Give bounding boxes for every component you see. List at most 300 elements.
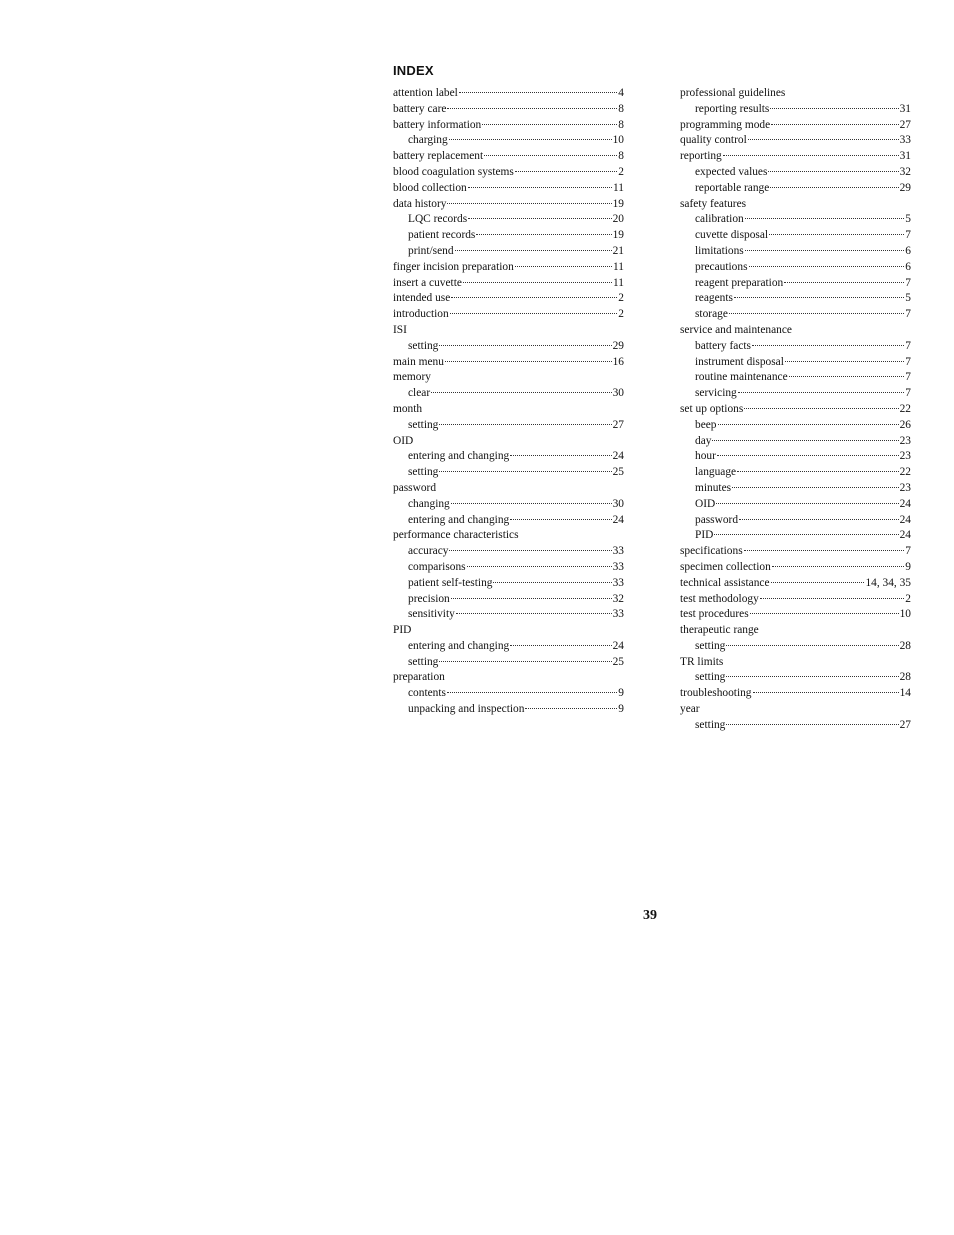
index-page-ref: 2: [905, 592, 911, 605]
dot-leader: [456, 613, 612, 614]
index-term: routine maintenance: [695, 371, 788, 384]
index-subentry: [680, 370, 911, 386]
index-entry: [393, 118, 624, 134]
index-term: contents: [408, 687, 446, 700]
index-term: setting: [408, 466, 439, 479]
index-term: battery facts: [695, 339, 751, 352]
dot-leader: [723, 155, 899, 156]
index-title: INDEX: [393, 63, 434, 78]
index-term: calibration: [695, 213, 744, 226]
index-subentry: [393, 449, 624, 465]
dot-leader: [451, 598, 612, 599]
index-term: PID: [695, 529, 714, 542]
index-subentry: [393, 592, 624, 608]
index-term: finger incision preparation: [393, 260, 514, 273]
dot-leader: [737, 471, 898, 472]
index-subentry: [393, 418, 624, 434]
index-subentry: [680, 449, 911, 465]
dot-leader: [771, 582, 865, 583]
dot-leader: [785, 361, 904, 362]
index-term: ISI: [393, 323, 407, 336]
index-entry: [393, 291, 624, 307]
index-page-ref: 9: [905, 560, 911, 573]
index-term: day: [695, 434, 712, 447]
index-entry: [393, 307, 624, 323]
index-term: patient records: [408, 229, 476, 242]
index-page-ref: 14, 34, 35: [865, 576, 911, 589]
dot-leader: [439, 471, 611, 472]
index-term: entering and changing: [408, 639, 510, 652]
index-term: expected values: [695, 165, 768, 178]
index-page-ref: 33: [899, 134, 911, 147]
index-term: setting: [695, 639, 726, 652]
index-page-ref: 11: [613, 260, 624, 273]
dot-leader: [712, 440, 898, 441]
index-page-ref: 4: [618, 87, 624, 99]
dot-leader: [447, 203, 611, 204]
index-page-ref: 7: [905, 229, 911, 242]
index-term: limitations: [695, 244, 744, 257]
index-term: reporting results: [695, 102, 770, 115]
index-entry: [393, 165, 624, 181]
dot-leader: [769, 234, 904, 235]
index-subentry: [680, 339, 911, 355]
index-entry: [393, 276, 624, 292]
index-subentry: [680, 307, 911, 323]
index-subentry: [680, 718, 911, 734]
dot-leader: [726, 724, 898, 725]
index-page-ref: 7: [905, 387, 911, 400]
index-term: month: [393, 402, 423, 415]
index-entry: [680, 118, 911, 134]
dot-leader: [515, 266, 612, 267]
index-subentry: [680, 465, 911, 481]
index-term: changing: [408, 497, 450, 510]
index-entry: [680, 655, 911, 671]
index-page-ref: 24: [899, 529, 911, 542]
index-entry: [680, 592, 911, 608]
dot-leader: [734, 297, 904, 298]
index-term: battery care: [393, 102, 447, 115]
index-term: charging: [408, 134, 448, 147]
index-page-ref: 23: [899, 434, 911, 447]
index-subentry: [680, 497, 911, 513]
index-page-ref: 19: [612, 197, 624, 210]
index-subentry: [680, 102, 911, 118]
dot-leader: [431, 392, 611, 393]
index-subentry: [680, 165, 911, 181]
index-term: performance characteristics: [393, 529, 519, 542]
dot-leader: [510, 519, 611, 520]
index-entry: [393, 528, 624, 544]
index-term: set up options: [680, 402, 744, 415]
index-term: reagent preparation: [695, 276, 784, 289]
index-term: beep: [695, 418, 717, 431]
index-term: blood coagulation systems: [393, 165, 514, 178]
index-subentry: [680, 355, 911, 371]
index-entry: [680, 197, 911, 213]
index-entry: [680, 86, 911, 102]
dot-leader: [476, 234, 611, 235]
dot-leader: [493, 582, 611, 583]
index-page-ref: 24: [612, 639, 624, 652]
index-term: setting: [408, 655, 439, 668]
dot-leader: [451, 503, 612, 504]
index-subentry: [680, 513, 911, 529]
index-page-ref: 9: [618, 687, 624, 700]
index-entry: [680, 133, 911, 149]
index-page-ref: 7: [905, 308, 911, 321]
index-page-ref: 11: [613, 276, 624, 289]
index-entry: [393, 402, 624, 418]
page-number: 39: [643, 908, 657, 923]
index-entry: [393, 149, 624, 165]
dot-leader: [716, 503, 898, 504]
index-term: password: [393, 481, 437, 494]
index-term: comparisons: [408, 560, 466, 573]
index-term: LQC records: [408, 213, 468, 226]
dot-leader: [714, 534, 898, 535]
dot-leader: [515, 171, 617, 172]
index-subentry: [680, 386, 911, 402]
dot-leader: [745, 218, 905, 219]
index-entry: [393, 197, 624, 213]
index-subentry: [680, 481, 911, 497]
dot-leader: [482, 124, 617, 125]
index-page-ref: 31: [899, 102, 911, 115]
dot-leader: [768, 171, 898, 172]
index-page-ref: 2: [618, 292, 624, 305]
index-term: storage: [695, 308, 728, 321]
index-subentry: [393, 655, 624, 671]
index-page-ref: 27: [899, 718, 911, 731]
dot-leader: [449, 550, 611, 551]
dot-leader: [760, 598, 905, 599]
dot-leader: [467, 566, 612, 567]
index-term: setting: [408, 418, 439, 431]
index-entry: [680, 402, 911, 418]
dot-leader: [784, 282, 904, 283]
index-page-ref: 25: [612, 466, 624, 479]
index-entry: [680, 323, 911, 339]
index-entry: [393, 370, 624, 386]
index-term: reporting: [680, 150, 722, 163]
dot-leader: [449, 139, 612, 140]
index-entry: [393, 323, 624, 339]
dot-leader: [451, 297, 617, 298]
index-page-ref: 28: [899, 639, 911, 652]
index-term: patient self-testing: [408, 576, 493, 589]
index-page-ref: 25: [612, 655, 624, 668]
index-term: entering and changing: [408, 450, 510, 463]
index-subentry: [680, 434, 911, 450]
index-term: precautions: [695, 260, 748, 273]
index-column-right: [680, 86, 911, 734]
index-term: password: [695, 513, 739, 526]
index-page-ref: 8: [618, 102, 624, 115]
index-term: servicing: [695, 387, 737, 400]
index-page-ref: 6: [905, 260, 911, 273]
index-entry: [393, 355, 624, 371]
index-term: entering and changing: [408, 513, 510, 526]
index-page-ref: 33: [612, 560, 624, 573]
index-page-ref: 29: [899, 181, 911, 194]
index-subentry: [393, 386, 624, 402]
index-term: therapeutic range: [680, 624, 759, 637]
index-entry: [680, 576, 911, 592]
index-term: setting: [695, 671, 726, 684]
dot-leader: [468, 218, 611, 219]
index-subentry: [393, 702, 624, 718]
index-term: service and maintenance: [680, 323, 792, 336]
index-term: battery replacement: [393, 150, 484, 163]
index-entry: [680, 607, 911, 623]
index-subentry: [680, 244, 911, 260]
index-subentry: [393, 607, 624, 623]
dot-leader: [450, 313, 618, 314]
index-page-ref: 7: [905, 339, 911, 352]
dot-leader: [726, 676, 898, 677]
index-term: safety features: [680, 197, 747, 210]
index-entry: [680, 149, 911, 165]
index-term: introduction: [393, 308, 449, 321]
dot-leader: [439, 345, 611, 346]
index-subentry: [680, 276, 911, 292]
index-term: blood collection: [393, 181, 467, 194]
index-subentry: [393, 465, 624, 481]
index-term: main menu: [393, 355, 444, 368]
index-entry: [393, 434, 624, 450]
dot-leader: [789, 376, 905, 377]
index-page-ref: 21: [612, 244, 624, 257]
index-page-ref: 30: [612, 497, 624, 510]
index-subentry: [393, 513, 624, 529]
index-page-ref: 24: [612, 450, 624, 463]
index-term: language: [695, 466, 737, 479]
index-subentry: [680, 291, 911, 307]
dot-leader: [468, 187, 612, 188]
index-subentry: [393, 576, 624, 592]
index-entry: [680, 623, 911, 639]
index-subentry: [393, 686, 624, 702]
index-page-ref: 28: [899, 671, 911, 684]
index-page-ref: 24: [612, 513, 624, 526]
index-page-ref: 11: [613, 181, 624, 194]
dot-leader: [455, 250, 612, 251]
index-page-ref: 7: [905, 276, 911, 289]
dot-leader: [525, 708, 617, 709]
index-term: quality control: [680, 134, 747, 147]
index-entry: [680, 560, 911, 576]
dot-leader: [447, 692, 617, 693]
index-term: instrument disposal: [695, 355, 784, 368]
index-page-ref: 31: [899, 150, 911, 163]
index-page-ref: 2: [618, 308, 624, 321]
index-page-ref: 6: [905, 244, 911, 257]
dot-leader: [744, 408, 898, 409]
index-subentry: [393, 544, 624, 560]
index-subentry: [393, 228, 624, 244]
dot-leader: [749, 266, 905, 267]
dot-leader: [770, 187, 898, 188]
index-term: setting: [408, 339, 439, 352]
index-page-ref: 2: [618, 165, 624, 178]
dot-leader: [717, 455, 899, 456]
index-subentry: [393, 339, 624, 355]
dot-leader: [439, 424, 611, 425]
index-page-ref: 32: [612, 592, 624, 605]
index-subentry: [393, 639, 624, 655]
index-page-ref: 24: [899, 513, 911, 526]
dot-leader: [738, 392, 905, 393]
index-term: data history: [393, 197, 447, 210]
index-term: PID: [393, 624, 412, 637]
index-entry: [393, 670, 624, 686]
index-page-ref: 22: [899, 466, 911, 479]
index-page-ref: 32: [899, 165, 911, 178]
index-page-ref: 5: [905, 292, 911, 305]
dot-leader: [772, 566, 905, 567]
index-subentry: [680, 639, 911, 655]
index-page-ref: 22: [899, 402, 911, 415]
index-page-ref: 20: [612, 213, 624, 226]
index-term: specifications: [680, 545, 743, 558]
index-term: preparation: [393, 671, 445, 684]
index-term: year: [680, 703, 700, 716]
index-page-ref: 14: [899, 687, 911, 700]
index-entry: [680, 686, 911, 702]
dot-leader: [726, 645, 898, 646]
index-column-left: [393, 86, 624, 718]
index-term: sensitivity: [408, 608, 455, 621]
dot-leader: [510, 455, 611, 456]
index-page-ref: 24: [899, 497, 911, 510]
index-page-ref: 33: [612, 576, 624, 589]
index-page-ref: 10: [899, 608, 911, 621]
index-entry: [680, 702, 911, 718]
dot-leader: [745, 250, 905, 251]
index-subentry: [393, 133, 624, 149]
index-term: professional guidelines: [680, 87, 786, 99]
dot-leader: [445, 361, 612, 362]
index-term: reportable range: [695, 181, 770, 194]
index-subentry: [680, 181, 911, 197]
dot-leader: [732, 487, 899, 488]
dot-leader: [770, 108, 898, 109]
dot-leader: [744, 550, 905, 551]
index-page-ref: 33: [612, 608, 624, 621]
index-term: test procedures: [680, 608, 749, 621]
dot-leader: [718, 424, 899, 425]
index-term: clear: [408, 387, 431, 400]
index-page-ref: 7: [905, 545, 911, 558]
index-subentry: [680, 228, 911, 244]
index-term: precision: [408, 592, 450, 605]
index-entry: [393, 181, 624, 197]
index-term: OID: [393, 434, 414, 447]
index-subentry: [680, 670, 911, 686]
index-page-ref: 23: [899, 481, 911, 494]
dot-leader: [439, 661, 611, 662]
dot-leader: [750, 613, 899, 614]
index-subentry: [680, 418, 911, 434]
index-subentry: [393, 497, 624, 513]
index-page-ref: 5: [905, 213, 911, 226]
index-term: technical assistance: [680, 576, 770, 589]
index-page-ref: 30: [612, 387, 624, 400]
index-subentry: [680, 212, 911, 228]
index-term: OID: [695, 497, 716, 510]
index-term: print/send: [408, 244, 454, 257]
dot-leader: [753, 692, 899, 693]
index-term: attention label: [393, 87, 458, 99]
index-term: memory: [393, 371, 431, 384]
index-term: test methodology: [680, 592, 759, 605]
index-entry: [393, 481, 624, 497]
index-page-ref: 29: [612, 339, 624, 352]
index-subentry: [680, 260, 911, 276]
index-term: programming mode: [680, 118, 771, 131]
index-term: setting: [695, 718, 726, 731]
index-subentry: [393, 560, 624, 576]
dot-leader: [459, 92, 617, 93]
index-page-ref: 7: [905, 371, 911, 384]
index-term: intended use: [393, 292, 451, 305]
index-page-ref: 9: [618, 703, 624, 716]
dot-leader: [510, 645, 611, 646]
index-page-ref: 8: [618, 118, 624, 131]
index-subentry: [680, 528, 911, 544]
index-page-ref: 23: [899, 450, 911, 463]
index-entry: [393, 86, 624, 102]
index-page-ref: 7: [905, 355, 911, 368]
index-page-ref: 26: [899, 418, 911, 431]
index-term: insert a cuvette: [393, 276, 462, 289]
index-page-ref: 27: [612, 418, 624, 431]
index-page-ref: 8: [618, 150, 624, 163]
index-term: minutes: [695, 481, 732, 494]
index-term: specimen collection: [680, 560, 771, 573]
index-page-ref: 10: [612, 134, 624, 147]
index-term: hour: [695, 450, 716, 463]
index-entry: [393, 623, 624, 639]
dot-leader: [463, 282, 612, 283]
index-page-ref: 27: [899, 118, 911, 131]
index-page-ref: 19: [612, 229, 624, 242]
index-term: cuvette disposal: [695, 229, 769, 242]
index-entry: [393, 102, 624, 118]
index-term: unpacking and inspection: [408, 703, 525, 716]
dot-leader: [739, 519, 899, 520]
dot-leader: [752, 345, 904, 346]
index-page-ref: 33: [612, 545, 624, 558]
dot-leader: [729, 313, 904, 314]
index-term: reagents: [695, 292, 733, 305]
index-entry: [393, 260, 624, 276]
index-subentry: [393, 244, 624, 260]
dot-leader: [447, 108, 617, 109]
index-entry: [680, 544, 911, 560]
dot-leader: [748, 139, 899, 140]
dot-leader: [484, 155, 617, 156]
index-subentry: [393, 212, 624, 228]
index-page-ref: 16: [612, 355, 624, 368]
index-term: TR limits: [680, 655, 724, 668]
index-term: troubleshooting: [680, 687, 752, 700]
index-term: accuracy: [408, 545, 449, 558]
index-term: battery information: [393, 118, 482, 131]
dot-leader: [771, 124, 898, 125]
